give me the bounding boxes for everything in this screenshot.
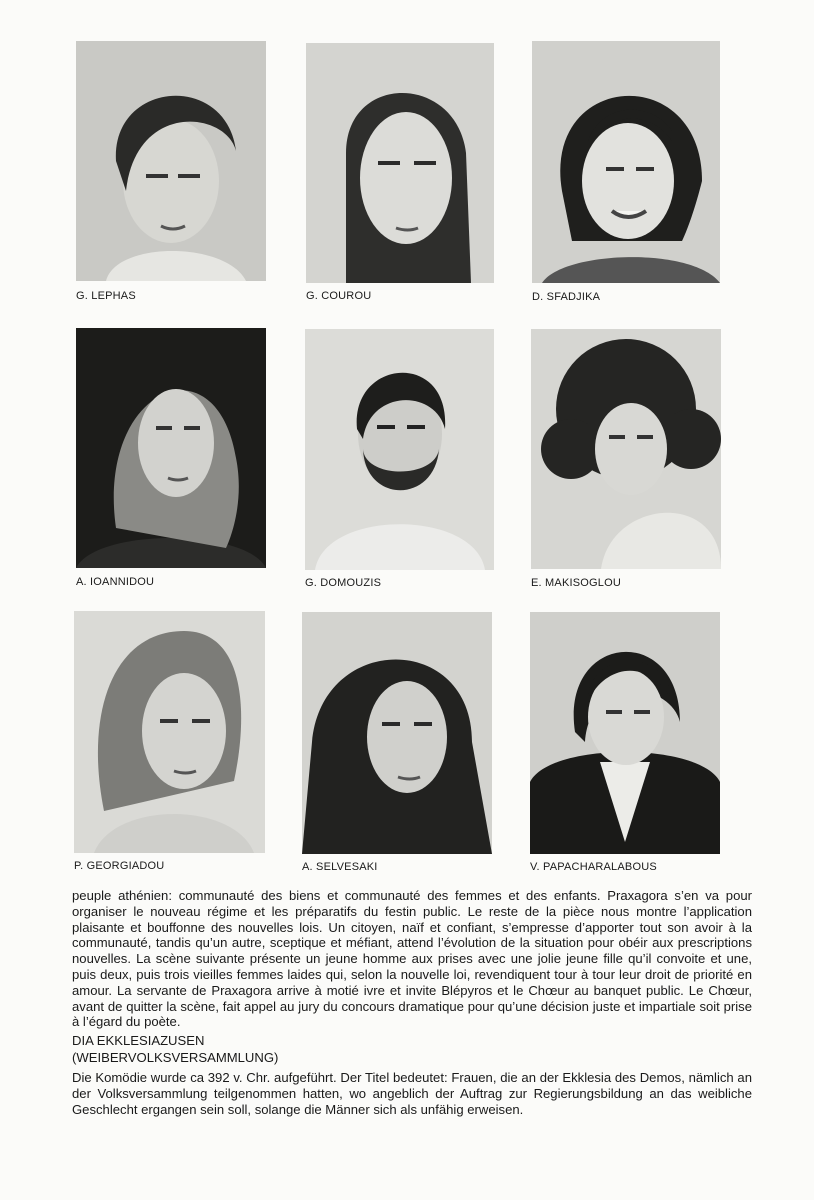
portrait-photo — [305, 329, 494, 570]
portrait-caption: A. SELVESAKI — [302, 861, 378, 873]
portrait-caption: A. IOANNIDOU — [76, 576, 155, 588]
portrait-photo — [302, 612, 492, 854]
portrait-caption: G. DOMOUZIS — [305, 577, 382, 589]
portrait-photo — [76, 41, 266, 281]
portrait-photo — [74, 611, 265, 853]
portrait-caption: E. MAKISOGLOU — [531, 577, 622, 589]
portrait-caption: V. PAPACHARALABOUS — [530, 861, 657, 873]
section-subheading: (WEIBERVOLKSVERSAMMLUNG) — [72, 1050, 279, 1066]
portrait-photo — [531, 329, 721, 569]
section-heading: DIA EKKLESIAZUSEN — [72, 1033, 205, 1049]
portrait-caption: D. SFADJIKA — [532, 291, 601, 303]
portrait-photo — [306, 43, 494, 283]
german-paragraph: Die Komödie wurde ca 392 v. Chr. aufgeführt. Der Titel bedeutet: Frauen, die an der Ekklesia des Demos, nämlich an der Volksversammlung teilgenommen hatten, wo angeblich der Auftrag zur Regierungsbildung an das weibliche Geschlecht ergangen sein soll, solange die Männer sich als unfähig erweisen. — [72, 1070, 752, 1117]
portrait-caption: P. GEORGIADOU — [74, 860, 165, 872]
portrait-photo — [530, 612, 720, 854]
portrait-photo — [532, 41, 720, 283]
portrait-caption: G. LEPHAS — [76, 290, 136, 302]
portrait-caption: G. COUROU — [306, 290, 372, 302]
portrait-photo — [76, 328, 266, 568]
french-paragraph: peuple athénien: communauté des biens et communauté des femmes et des enfants. Praxagora s’en va pour organiser le nouveau régime et les préparatifs du festin public. Le reste de la pièce nous montre l’application plaisante et bouffonne des nouvelles lois. Un citoyen, naïf et confiant, s’empresse d’apporter tout son avoir à la communauté, tandis qu’un autre, sceptique et méfiant, attend l’évolution de la situation pour obéir aux prescriptions nouvelles. La scène suivante présente un jeune homme aux prises avec une jolie jeune fille qu’il convoite et une, puis deux, puis trois vieilles femmes laides qui, selon la nouvelle loi, revendiquent tour à tour leur droit de priorité en amour. La servante de Praxagora arrive à motié ivre et invite Blépyros et le Chœur au banquet public. Le Chœur, avant de quitter la scène, fait appel au jury du concours dramatique pour qu’une décision juste et impartiale soit prise à l’égard du poète. — [72, 888, 752, 1030]
body-text — [72, 888, 752, 1118]
